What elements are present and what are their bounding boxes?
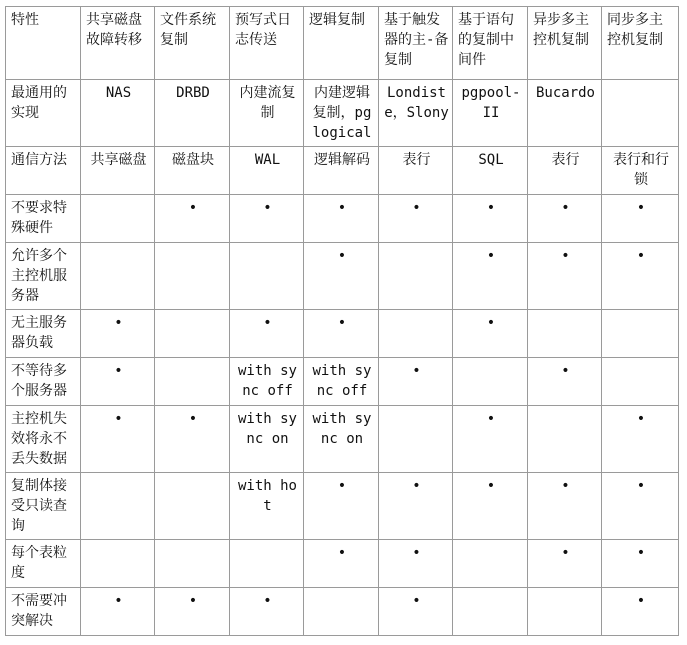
check-dot: • <box>528 473 602 540</box>
empty-cell <box>155 540 230 588</box>
table-cell: WAL <box>230 147 304 195</box>
table-row <box>6 80 679 147</box>
empty-cell <box>528 310 602 358</box>
check-dot: • <box>81 310 155 358</box>
check-dot: • <box>379 588 453 636</box>
check-dot: • <box>81 358 155 406</box>
check-dot: • <box>602 406 679 473</box>
empty-cell <box>155 310 230 358</box>
empty-cell <box>379 243 453 310</box>
check-dot: • <box>230 588 304 636</box>
check-dot: • <box>155 588 230 636</box>
empty-cell <box>528 406 602 473</box>
row-label: 不等待多个服务器 <box>6 358 81 406</box>
row-label: 通信方法 <box>6 147 81 195</box>
empty-cell <box>379 310 453 358</box>
check-dot: • <box>602 540 679 588</box>
check-dot: • <box>81 588 155 636</box>
check-dot: • <box>304 243 379 310</box>
check-dot: • <box>528 358 602 406</box>
check-dot: • <box>528 540 602 588</box>
column-header: 基于语句的复制中间件 <box>453 7 528 80</box>
check-dot: • <box>379 358 453 406</box>
column-header: 文件系统复制 <box>155 7 230 80</box>
table-cell: 表行和行锁 <box>602 147 679 195</box>
check-dot: • <box>304 195 379 243</box>
check-dot: • <box>602 588 679 636</box>
row-label: 最通用的实现 <box>6 80 81 147</box>
row-label: 复制体接受只读查询 <box>6 473 81 540</box>
table-cell: 内建流复制 <box>230 80 304 147</box>
check-dot: • <box>453 243 528 310</box>
empty-cell <box>155 358 230 406</box>
empty-cell <box>304 588 379 636</box>
row-label: 不要求特殊硬件 <box>6 195 81 243</box>
check-dot: • <box>230 195 304 243</box>
table-cell: 内建逻辑复制，pglogical <box>304 80 379 147</box>
table-row <box>6 310 679 358</box>
empty-cell <box>81 540 155 588</box>
check-dot: • <box>602 243 679 310</box>
check-dot: • <box>453 195 528 243</box>
table-cell: with sync on <box>230 406 304 473</box>
column-header: 预写式日志传送 <box>230 7 304 80</box>
table-row <box>6 473 679 540</box>
empty-cell <box>155 473 230 540</box>
check-dot: • <box>453 473 528 540</box>
check-dot: • <box>379 195 453 243</box>
table-row <box>6 243 679 310</box>
check-dot: • <box>379 540 453 588</box>
table-cell: with hot <box>230 473 304 540</box>
check-dot: • <box>528 195 602 243</box>
empty-cell <box>453 540 528 588</box>
check-dot: • <box>453 310 528 358</box>
check-dot: • <box>602 195 679 243</box>
feature-comparison-table <box>5 6 679 636</box>
table-cell: 磁盘块 <box>155 147 230 195</box>
table-cell: pgpool-II <box>453 80 528 147</box>
table-cell: Londiste，Slony <box>379 80 453 147</box>
empty-cell <box>602 80 679 147</box>
empty-cell <box>81 195 155 243</box>
table-row <box>6 588 679 636</box>
table-cell: with sync off <box>304 358 379 406</box>
check-dot: • <box>230 310 304 358</box>
empty-cell <box>602 358 679 406</box>
table-cell: 共享磁盘 <box>81 147 155 195</box>
check-dot: • <box>453 406 528 473</box>
table-cell: with sync off <box>230 358 304 406</box>
row-label: 允许多个主控机服务器 <box>6 243 81 310</box>
table-cell: 表行 <box>528 147 602 195</box>
check-dot: • <box>155 195 230 243</box>
check-dot: • <box>602 473 679 540</box>
table-cell: DRBD <box>155 80 230 147</box>
check-dot: • <box>155 406 230 473</box>
empty-cell <box>81 243 155 310</box>
row-label: 不需要冲突解决 <box>6 588 81 636</box>
empty-cell <box>379 406 453 473</box>
check-dot: • <box>304 473 379 540</box>
table-cell: with sync on <box>304 406 379 473</box>
empty-cell <box>602 310 679 358</box>
table-row <box>6 358 679 406</box>
check-dot: • <box>528 243 602 310</box>
check-dot: • <box>304 540 379 588</box>
table-cell: 表行 <box>379 147 453 195</box>
column-header: 异步多主控机复制 <box>528 7 602 80</box>
check-dot: • <box>379 473 453 540</box>
column-header: 同步多主控机复制 <box>602 7 679 80</box>
empty-cell <box>81 473 155 540</box>
empty-cell <box>155 243 230 310</box>
table-cell: NAS <box>81 80 155 147</box>
table-cell: SQL <box>453 147 528 195</box>
empty-cell <box>453 358 528 406</box>
table-cell: 逻辑解码 <box>304 147 379 195</box>
empty-cell <box>453 588 528 636</box>
header-row <box>6 7 679 80</box>
column-header: 基于触发器的主-备复制 <box>379 7 453 80</box>
table-body <box>6 80 679 636</box>
column-header: 共享磁盘故障转移 <box>81 7 155 80</box>
row-label: 无主服务器负载 <box>6 310 81 358</box>
empty-cell <box>528 588 602 636</box>
empty-cell <box>230 540 304 588</box>
check-dot: • <box>304 310 379 358</box>
corner-header: 特性 <box>6 7 81 80</box>
row-label: 每个表粒度 <box>6 540 81 588</box>
column-header: 逻辑复制 <box>304 7 379 80</box>
table-cell: Bucardo <box>528 80 602 147</box>
table-row <box>6 406 679 473</box>
table-row <box>6 540 679 588</box>
row-label: 主控机失效将永不丢失数据 <box>6 406 81 473</box>
empty-cell <box>230 243 304 310</box>
check-dot: • <box>81 406 155 473</box>
table-row <box>6 195 679 243</box>
table-row <box>6 147 679 195</box>
